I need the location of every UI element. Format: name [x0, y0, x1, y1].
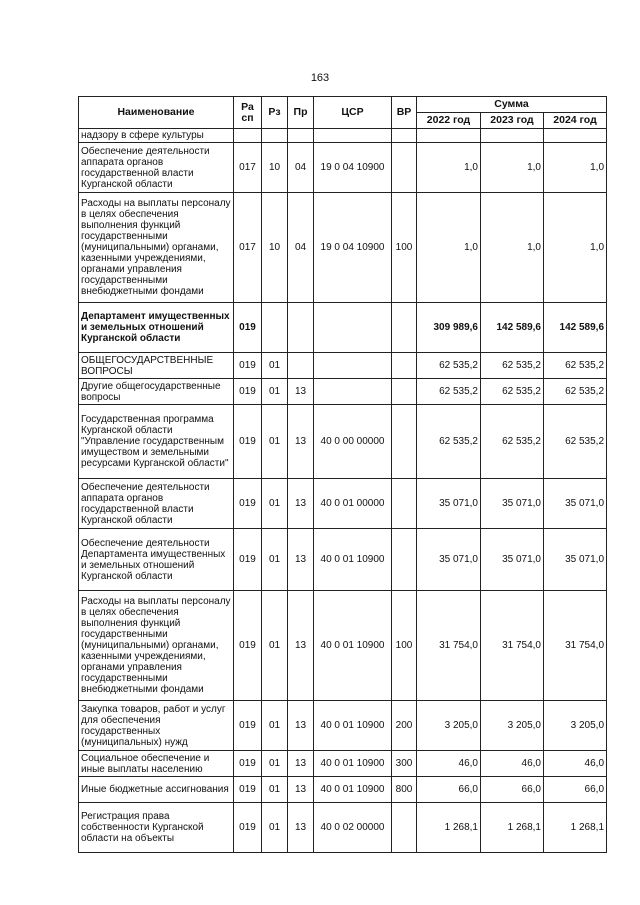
- table-row: [79, 129, 607, 143]
- row-rasp: 017: [234, 193, 262, 303]
- row-pr: 13: [288, 479, 314, 529]
- header-rz: Рз: [262, 97, 288, 129]
- row-2023: 62 535,2: [481, 379, 544, 405]
- table-row: [79, 803, 607, 853]
- row-rz: 01: [262, 803, 288, 853]
- row-vr: 100: [392, 193, 417, 303]
- row-rz: [262, 129, 288, 143]
- row-2023: 66,0: [481, 777, 544, 803]
- row-2022: 62 535,2: [417, 405, 481, 479]
- row-2024: 35 071,0: [544, 529, 607, 591]
- row-rasp: 019: [234, 751, 262, 777]
- header-2022: 2022 год: [417, 113, 481, 129]
- row-rz: 01: [262, 405, 288, 479]
- row-name: Расходы на выплаты персоналу в целях обеспечения выполнения функций государственными (муниципальными) органами, казенными учреждениями, органами управления государственными внебюджетными фондами: [79, 193, 234, 303]
- row-2024: 1,0: [544, 143, 607, 193]
- header-sum: Сумма: [417, 97, 607, 113]
- row-2022: 62 535,2: [417, 353, 481, 379]
- row-name: Обеспечение деятельности аппарата органов государственной власти Курганской области: [79, 143, 234, 193]
- row-csr: 40 0 01 10900: [314, 777, 392, 803]
- row-rz: 01: [262, 701, 288, 751]
- row-2024: 1 268,1: [544, 803, 607, 853]
- row-pr: 13: [288, 701, 314, 751]
- row-csr: 40 0 02 00000: [314, 803, 392, 853]
- row-2023: 142 589,6: [481, 303, 544, 353]
- row-csr: [314, 379, 392, 405]
- row-2023: 1 268,1: [481, 803, 544, 853]
- row-pr: 13: [288, 529, 314, 591]
- row-2024: [544, 129, 607, 143]
- row-pr: 13: [288, 591, 314, 701]
- row-csr: 40 0 01 10900: [314, 701, 392, 751]
- row-csr: 40 0 01 10900: [314, 529, 392, 591]
- row-2022: 62 535,2: [417, 379, 481, 405]
- row-csr: [314, 353, 392, 379]
- row-vr: [392, 143, 417, 193]
- row-csr: 19 0 04 10900: [314, 193, 392, 303]
- row-rasp: [234, 129, 262, 143]
- row-2024: 3 205,0: [544, 701, 607, 751]
- row-2022: 66,0: [417, 777, 481, 803]
- row-pr: [288, 353, 314, 379]
- row-2023: 31 754,0: [481, 591, 544, 701]
- row-vr: [392, 405, 417, 479]
- row-pr: 13: [288, 751, 314, 777]
- header-vr: ВР: [392, 97, 417, 129]
- budget-table: [78, 96, 607, 853]
- table-row: [79, 591, 607, 701]
- row-vr: [392, 379, 417, 405]
- row-rasp: 019: [234, 803, 262, 853]
- row-name: Обеспечение деятельности аппарата органов государственной власти Курганской области: [79, 479, 234, 529]
- row-name: Департамент имущественных и земельных отношений Курганской области: [79, 303, 234, 353]
- row-2022: 1 268,1: [417, 803, 481, 853]
- row-2022: 35 071,0: [417, 529, 481, 591]
- row-rasp: 019: [234, 405, 262, 479]
- row-2022: 46,0: [417, 751, 481, 777]
- row-csr: [314, 303, 392, 353]
- row-2023: [481, 129, 544, 143]
- row-name: ОБЩЕГОСУДАРСТВЕННЫЕ ВОПРОСЫ: [79, 353, 234, 379]
- row-rasp: 017: [234, 143, 262, 193]
- row-name: Другие общегосударственные вопросы: [79, 379, 234, 405]
- row-vr: [392, 129, 417, 143]
- row-rz: 01: [262, 479, 288, 529]
- row-2024: 62 535,2: [544, 405, 607, 479]
- row-2024: 66,0: [544, 777, 607, 803]
- row-rz: 10: [262, 143, 288, 193]
- table-row: [79, 193, 607, 303]
- row-rasp: 019: [234, 591, 262, 701]
- row-2024: 35 071,0: [544, 479, 607, 529]
- row-vr: [392, 529, 417, 591]
- row-pr: 04: [288, 193, 314, 303]
- header-pr: Пр: [288, 97, 314, 129]
- row-vr: 200: [392, 701, 417, 751]
- row-2023: 62 535,2: [481, 353, 544, 379]
- table-row: [79, 405, 607, 479]
- row-pr: 13: [288, 405, 314, 479]
- row-2024: 46,0: [544, 751, 607, 777]
- row-rasp: 019: [234, 379, 262, 405]
- row-rasp: 019: [234, 303, 262, 353]
- row-pr: 13: [288, 777, 314, 803]
- row-2024: 142 589,6: [544, 303, 607, 353]
- row-csr: [314, 129, 392, 143]
- row-rz: 01: [262, 591, 288, 701]
- table-body: [79, 129, 607, 853]
- row-name: Расходы на выплаты персоналу в целях обеспечения выполнения функций государственными (муниципальными) органами, казенными учреждениями, органами управления государственными внебюджетными фондами: [79, 591, 234, 701]
- row-vr: 100: [392, 591, 417, 701]
- row-rz: 01: [262, 529, 288, 591]
- header-name: Наименование: [79, 97, 234, 129]
- table-row: [79, 353, 607, 379]
- row-pr: 13: [288, 379, 314, 405]
- row-name: Социальное обеспечение и иные выплаты населению: [79, 751, 234, 777]
- row-vr: [392, 353, 417, 379]
- row-2024: 31 754,0: [544, 591, 607, 701]
- table-row: [79, 479, 607, 529]
- row-2022: 309 989,6: [417, 303, 481, 353]
- row-2022: [417, 129, 481, 143]
- row-2023: 62 535,2: [481, 405, 544, 479]
- page-number: 163: [310, 72, 330, 84]
- row-rz: [262, 303, 288, 353]
- row-2023: 46,0: [481, 751, 544, 777]
- row-pr: [288, 303, 314, 353]
- row-csr: 40 0 01 10900: [314, 591, 392, 701]
- table-row: [79, 379, 607, 405]
- row-2024: 62 535,2: [544, 379, 607, 405]
- table-header: [79, 97, 607, 129]
- row-csr: 40 0 01 10900: [314, 751, 392, 777]
- header-csr: ЦСР: [314, 97, 392, 129]
- row-rasp: 019: [234, 777, 262, 803]
- row-name: Обеспечение деятельности Департамента имущественных и земельных отношений Курганской области: [79, 529, 234, 591]
- row-2022: 35 071,0: [417, 479, 481, 529]
- header-rasp: Ра сп: [234, 97, 262, 129]
- row-2023: 1,0: [481, 193, 544, 303]
- row-vr: [392, 479, 417, 529]
- table-row: [79, 701, 607, 751]
- table-row: [79, 777, 607, 803]
- row-rz: 01: [262, 751, 288, 777]
- row-2023: 35 071,0: [481, 529, 544, 591]
- row-2024: 1,0: [544, 193, 607, 303]
- table-row: [79, 143, 607, 193]
- header-2023: 2023 год: [481, 113, 544, 129]
- row-rz: 10: [262, 193, 288, 303]
- row-rz: 01: [262, 353, 288, 379]
- row-rasp: 019: [234, 353, 262, 379]
- row-name: Иные бюджетные ассигнования: [79, 777, 234, 803]
- row-2022: 1,0: [417, 193, 481, 303]
- row-name: Регистрация права собственности Курганской области на объекты: [79, 803, 234, 853]
- row-rz: 01: [262, 379, 288, 405]
- table-row: [79, 529, 607, 591]
- row-2022: 1,0: [417, 143, 481, 193]
- row-rz: 01: [262, 777, 288, 803]
- row-csr: 40 0 01 00000: [314, 479, 392, 529]
- row-name: надзору в сфере культуры: [79, 129, 234, 143]
- row-csr: 40 0 00 00000: [314, 405, 392, 479]
- row-2022: 31 754,0: [417, 591, 481, 701]
- row-2024: 62 535,2: [544, 353, 607, 379]
- row-pr: [288, 129, 314, 143]
- row-rasp: 019: [234, 701, 262, 751]
- header-2024: 2024 год: [544, 113, 607, 129]
- row-2023: 1,0: [481, 143, 544, 193]
- row-vr: 800: [392, 777, 417, 803]
- row-pr: 13: [288, 803, 314, 853]
- row-name: Закупка товаров, работ и услуг для обеспечения государственных (муниципальных) нужд: [79, 701, 234, 751]
- row-2023: 3 205,0: [481, 701, 544, 751]
- row-vr: 300: [392, 751, 417, 777]
- row-2022: 3 205,0: [417, 701, 481, 751]
- table-row: [79, 751, 607, 777]
- table-row: [79, 303, 607, 353]
- row-rasp: 019: [234, 529, 262, 591]
- row-pr: 04: [288, 143, 314, 193]
- row-rasp: 019: [234, 479, 262, 529]
- row-2023: 35 071,0: [481, 479, 544, 529]
- row-vr: [392, 803, 417, 853]
- row-csr: 19 0 04 10900: [314, 143, 392, 193]
- row-vr: [392, 303, 417, 353]
- row-name: Государственная программа Курганской области "Управление государственным имуществом и земельными ресурсами Курганской области": [79, 405, 234, 479]
